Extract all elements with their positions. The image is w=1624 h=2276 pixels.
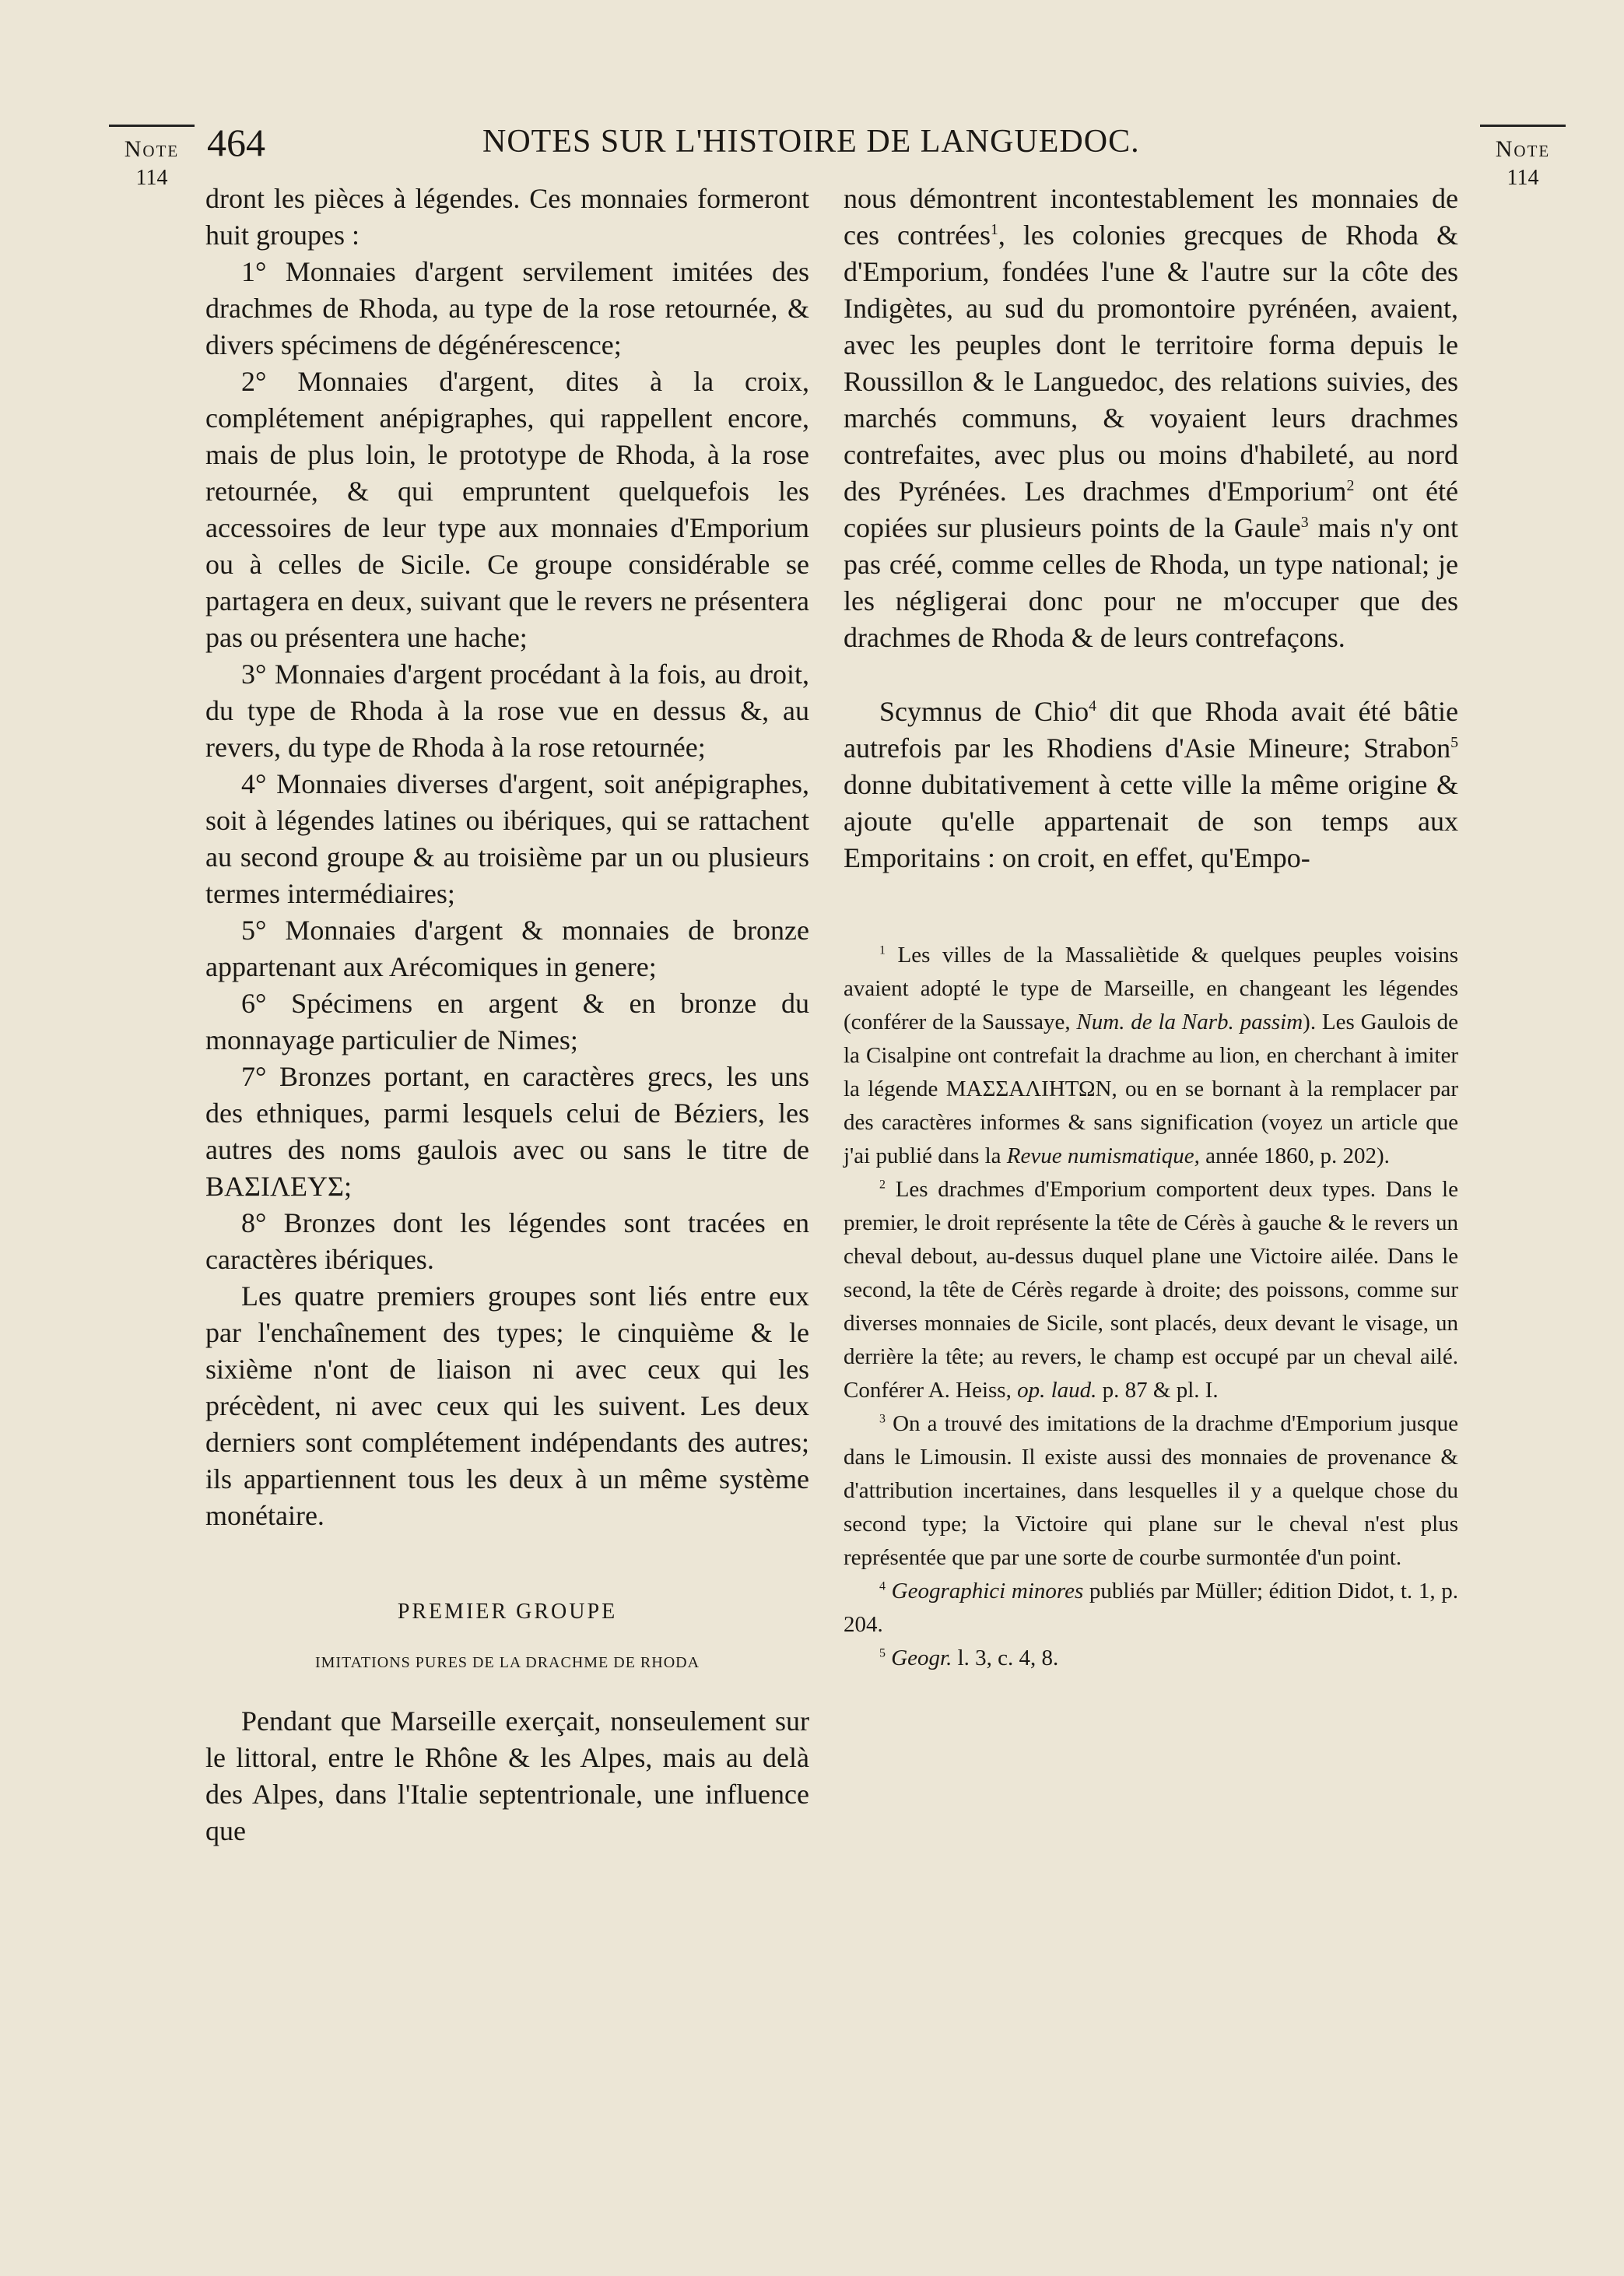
note-number: 114 <box>135 166 168 190</box>
paragraph: dront les pièces à légendes. Ces monnaies formeront huit groupes : <box>205 183 809 251</box>
footnote-mark: 1 <box>879 943 886 957</box>
italic-run: op. laud. <box>1017 1378 1097 1403</box>
note-word: Note <box>124 136 180 162</box>
running-head: NOTES SUR L'HISTOIRE DE LANGUEDOC. <box>482 124 1140 160</box>
margin-rule <box>109 125 195 127</box>
text-run: ). Les Gaulois de la Cisalpine ont contrefait la drachme au lion, en cherchant à imiter la légende ΜΑΣΣΑΛΙΗΤΩΝ, ou en se bornant à la remplacer par des caractères informes & sans signification (voyez un article que j'ai publié dans la <box>844 1010 1459 1168</box>
margin-note-right <box>1480 125 1566 191</box>
italic-run: Revue numismatique, <box>1006 1143 1200 1168</box>
text-run: p. 87 & pl. I. <box>1096 1378 1219 1403</box>
text-run: ont été copiées sur plusieurs points de la Gaule <box>844 476 1459 543</box>
footnote <box>844 939 1458 1173</box>
text-run: année 1860, p. 202). <box>1199 1143 1390 1168</box>
text-run: nous démontrent incontestablement les monnaies de ces contrées <box>844 183 1458 251</box>
section-subtitle: IMITATIONS PURES DE LA DRACHME DE RHODA <box>314 1654 700 1671</box>
margin-note-left <box>109 125 195 191</box>
list-item: 3° Monnaies d'argent procédant à la fois, au droit, du type de Rhoda à la rose vue en dessus &, au revers, du type de Rhoda à la rose retournée; <box>205 659 809 763</box>
footnote <box>844 1575 1458 1642</box>
list-item: 4° Monnaies diverses d'argent, soit anépigraphes, soit à légendes latines ou ibériques, qui se rattachent au second groupe & au troisième par un ou plusieurs termes intermédiaires; <box>205 768 809 909</box>
text-run: Les villes de la Massaliètide & quelques peuples voisins avaient adopté le type de Marseille, en changeant les légendes (conférer de la Saussaye, <box>844 943 1458 1034</box>
footnote-ref: 4 <box>1089 697 1096 715</box>
footnote <box>844 1642 1458 1675</box>
right-column <box>844 181 1458 1675</box>
italic-run: Geographici minores <box>885 1579 1084 1603</box>
footnote-ref: 1 <box>990 221 998 238</box>
italic-run: Geogr. <box>885 1646 952 1670</box>
list-item: 5° Monnaies d'argent & monnaies de bronze appartenant aux Arécomiques in genere; <box>205 915 809 982</box>
text-run: Scymnus de Chio <box>879 696 1089 727</box>
list-item: 2° Monnaies d'argent, dites à la croix, complétement anépigraphes, qui rappellent encore, mais de plus loin, le prototype de Rhoda, à la rose retournée, & qui empruntent quelquefois les accessoires de leur type aux monnaies d'Emporium ou à celles de Sicile. Ce groupe considérable se partagera en deux, suivant que le revers ne présentera pas ou présentera une hache; <box>205 366 809 653</box>
footnote-ref: 2 <box>1346 477 1355 494</box>
paragraph <box>844 181 1458 656</box>
text-run: l. 3, c. 4, 8. <box>952 1646 1059 1670</box>
footnote <box>844 1173 1458 1407</box>
footnote-mark: 5 <box>879 1646 886 1660</box>
text-run: dit que Rhoda avait été bâtie autrefois par les Rhodiens d'Asie Mineure; Strabon <box>844 696 1458 764</box>
paragraph: Les quatre premiers groupes sont liés entre eux par l'enchaînement des types; le cinquième & le sixième n'ont de liaison ni avec ceux qui les précèdent, ni avec ceux qui les suivent. Les deux derniers sont complétement indépendants des autres; ils appartiennent tous les deux à un même système monétaire. <box>205 1280 809 1531</box>
footnote <box>844 1407 1458 1575</box>
text-run: publiés par Müller; édition Didot, t. 1, p. 204. <box>844 1579 1458 1637</box>
text-run: Les drachmes d'Emporium comportent deux types. Dans le premier, le droit représente la tête de Cérès à gauche & le revers un cheval debout, au-dessus duquel plane une Victoire ailée. Dans le second, la tête de Cérès regarde à droite; des poissons, comme sur diverses monnaies de Sicile, sont placés, deux devant le visage, un derrière la tête; au revers, le champ est occupé par un cheval ailé. Conférer A. Heiss, <box>844 1177 1458 1403</box>
note-word: Note <box>1495 136 1551 162</box>
footnote-mark: 4 <box>879 1579 886 1593</box>
paragraph: Pendant que Marseille exerçait, nonseulement sur le littoral, entre le Rhône & les Alpes, mais au delà des Alpes, dans l'Italie septentrionale, une influence que <box>205 1705 809 1846</box>
left-column <box>205 181 809 1849</box>
footnote-ref: 5 <box>1450 734 1458 751</box>
text-run: On a trouvé des imitations de la drachme d'Emporium jusque dans le Limousin. Il existe aussi des monnaies de provenance & d'attribution incertaines, dans lesquelles il y a quelque chose du second type; la Victoire qui plane sur le cheval n'est plus représentée que par une sorte de courbe surmontée d'un point. <box>844 1411 1458 1570</box>
note-number: 114 <box>1506 166 1539 190</box>
footnote-mark: 2 <box>879 1178 886 1192</box>
list-item: 8° Bronzes dont les légendes sont tracées en caractères ibériques. <box>205 1207 809 1275</box>
italic-run: Num. de la Narb. passim <box>1076 1010 1303 1034</box>
footnotes <box>844 939 1458 1675</box>
margin-rule <box>1480 125 1566 127</box>
page-number: 464 <box>207 121 265 164</box>
list-item: 1° Monnaies d'argent servilement imitées des drachmes de Rhoda, au type de la rose retournée, & divers spécimens de dégénérescence; <box>205 256 809 360</box>
text-run: , les colonies grecques de Rhoda & d'Emporium, fondées l'une & l'autre sur la côte des Indigètes, au sud du promontoire pyrénéen, avaient, avec les peuples dont le territoire forma depuis le Roussillon & le Languedoc, des relations suivies, des marchés communs, & voyaient leurs drachmes contrefaites, avec plus ou moins d'habileté, au nord des Pyrénées. Les drachmes d'Emporium <box>844 220 1458 507</box>
paragraph <box>844 694 1458 876</box>
footnote-mark: 3 <box>879 1412 886 1426</box>
section-title: PREMIER GROUPE <box>397 1600 618 1624</box>
text-run: donne dubitativement à cette ville la même origine & ajoute qu'elle appartenait de son temps aux Emporitains : on croit, en effet, qu'Empo- <box>844 769 1458 873</box>
text-run: mais n'y ont pas créé, comme celles de Rhoda, un type national; je les négligerai donc pour ne m'occuper que des drachmes de Rhoda & de leurs contrefaçons. <box>844 512 1458 653</box>
list-item: 7° Bronzes portant, en caractères grecs, les uns des ethniques, parmi lesquels celui de Béziers, les autres des noms gaulois avec ou sans le titre de ΒΑΣΙΛΕΥΣ; <box>205 1061 809 1202</box>
paragraph-gap <box>844 656 1458 694</box>
list-item: 6° Spécimens en argent & en bronze du monnayage particulier de Nimes; <box>205 988 809 1055</box>
footnote-ref: 3 <box>1300 514 1309 531</box>
